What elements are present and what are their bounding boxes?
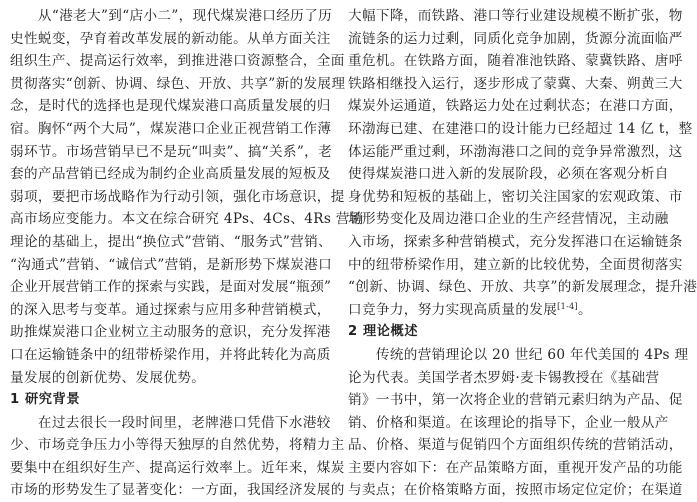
body-line: 销、价格和渠道。在该理论的指导下，企业一般从产 [348,414,669,431]
body-line: 市场的形势发生了显著变化：一方面，我国经济发展的 [10,482,345,499]
body-line: 少、市场竞争压力小等得天独厚的自然优势，将精力主 [10,437,345,454]
body-text: 口竞争力，努力实现高质量的发展 [348,301,558,318]
body-line: 从“港老大”到“店小二”，现代煤炭港口经历了历 [10,8,333,24]
citation-marker: [1-4] [557,301,579,311]
body-line: 与卖点；在价格策略方面，按照市场定位定价；在渠道 [348,482,683,499]
body-line: 念，是时代的选择也是现代煤炭港口高质量发展的归 [10,98,331,115]
body-line: 量发展的创新优势、发展优势。 [10,369,206,386]
body-line: 弱项，要把市场战略作为行动引领，强化市场意识，提 [10,188,345,205]
section-heading-research-background: 1 研究背景 [10,392,81,408]
body-line: 的深入思考与变革。通过探索与应用多种营销模式， [10,301,331,318]
body-line: 入市场，探索多种营销模式，充分发挥港口在运输链条 [348,233,683,250]
body-line: “沟通式”营销、“诚信式”营销，是新形势下煤炭港口 [10,256,333,273]
body-line: 煤炭外运通道，铁路运力处在过剩状态；在港口方面， [348,98,683,115]
body-line-with-citation [348,299,678,322]
sentence-end: 。 [578,301,592,318]
body-line: 宿。胸怀“两个大局”，煤炭港口企业正视营销工作薄 [10,120,332,137]
body-line: 口在运输链条中的纽带桥梁作用，并将此转化为高质 [10,346,331,363]
body-line: 要集中在组织好生产、提高运行效率上。近年来，煤炭 [10,459,345,476]
body-line: 铁路相继投入运行，逐步形成了蒙冀、大秦、朔黄三大 [348,75,683,92]
body-line: 销》一书中，第一次将企业的营销元素归纳为产品、促 [348,392,683,409]
body-line: 组织生产、提高运行效率，到推进港口资源整合，全面 [10,53,345,70]
body-line: 大幅下降，而铁路、港口等行业建设规模不断扩张，物 [348,8,683,24]
body-line: 重危机。在铁路方面，随着准池铁路、蒙冀铁路、唐呼 [348,53,683,70]
body-line: 中的纽带桥梁作用，建立新的比较优势，全面贯彻落实 [348,256,683,273]
body-line: 理论的基础上，提出“换位式”营销、“服务式”营销、 [10,233,333,250]
body-line: 套的产品营销已经成为制约企业高质量发展的短板及 [10,166,331,183]
right-column [348,5,697,502]
body-line: “创新、协调、绿色、开放、共享”的新发展理念，提升港 [348,279,697,296]
body-line: 体运能严重过剩，环渤海港口之间的竞争异常激烈，这 [348,143,683,160]
body-line: 论为代表。美国学者杰罗姆·麦卡锡教授在《基础营 [348,369,660,386]
body-line: 使得煤炭港口进入新的发展阶段，必须在客观分析自 [348,166,669,183]
body-line: 传统的营销理论以 20 世纪 60 年代美国的 4Ps 理 [348,346,689,363]
body-line: 在过去很长一段时间里，老牌港口凭借下水港较 [10,414,331,431]
body-line: 企业开展营销工作的探索与实践，是面对发展“瓶颈” [10,279,332,296]
section-heading-theory-overview: 2 理论概述 [348,324,419,340]
body-line: 高市场应变能力。本文在综合研究 4Ps、4Cs、4Rs 营销 [10,211,364,228]
body-line: 流链条的运力过剩，同质化竞争加剧，货源分流面临严 [348,30,683,47]
body-line: 身优势和短板的基础上，密切关注国家的宏观政策、市 [348,188,683,205]
body-line: 品、价格、渠道与促销四个方面组织传统的营销活动， [348,437,683,454]
body-line: 环渤海已建、在建港口的设计能力已经超过 14 亿 t，整 [348,120,693,137]
body-line: 贯彻落实“创新、协调、绿色、开放、共享”新的发展理 [10,75,346,92]
body-line: 场形势变化及周边港口企业的生产经营情况，主动融 [348,211,669,228]
body-line: 助推煤炭港口企业树立主动服务的意识，充分发挥港 [10,324,331,341]
left-column [10,5,364,502]
body-line: 主要内容如下：在产品策略方面，重视开发产品的功能 [348,459,683,476]
body-line: 弱环节。市场营销早已不是玩“叫卖”、搞“关系”，老 [10,143,333,160]
body-line: 史性蜕变，孕育着改革发展的新动能。从单方面关注 [10,30,331,47]
